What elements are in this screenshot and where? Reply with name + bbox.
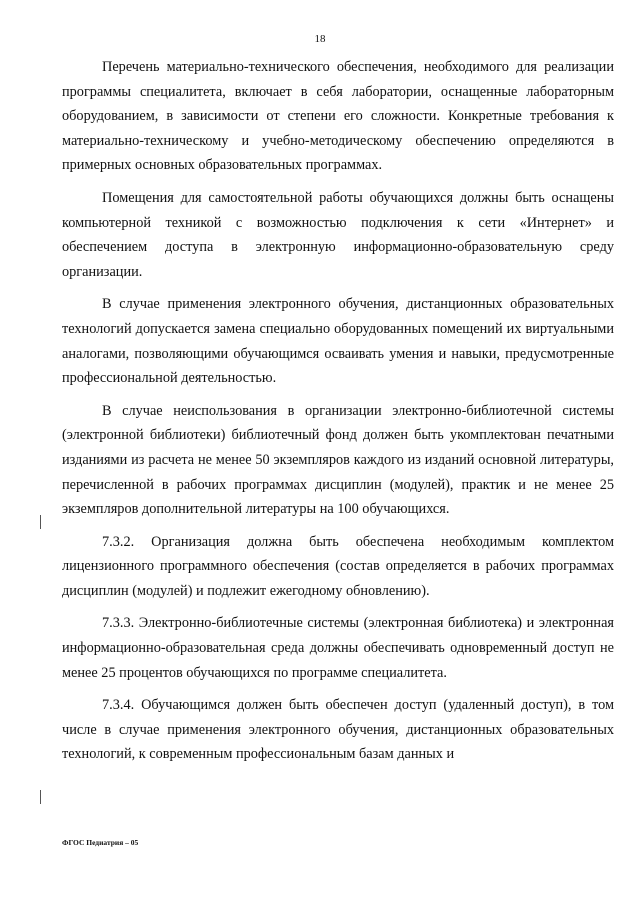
scan-margin-mark <box>40 515 41 529</box>
document-footer: ФГОС Педиатрия – 05 <box>62 838 139 847</box>
paragraph-7-3-4: 7.3.4. Обучающимся должен быть обеспечен доступ (удаленный доступ), в том числе в случае применения электронного обучения, дистанционных образовательных технологий, к современным профессиональным базам данных и <box>62 697 614 763</box>
paragraph-e-learning: В случае применения электронного обучения, дистанционных образовательных технологий допускается замена специально оборудованных помещений их виртуальными аналогами, позволяющими обучающимся осваивать умения и навыки, предусмотренные профессиональной деятельностью. <box>62 296 614 387</box>
scan-margin-mark <box>40 790 41 804</box>
paragraph-7-3-3: 7.3.3. Электронно-библиотечные системы (электронная библиотека) и электронная информационно-образовательная среда должны обеспечивать одновременный доступ не менее 25 процентов обучающихся по программе специалитета. <box>62 615 614 681</box>
paragraph-library-fund: В случае неиспользования в организации электронно-библиотечной системы (электронной библиотеки) библиотечный фонд должен быть укомплектован печатными изданиями из расчета не менее 50 экземпляров каждого из изданий основной литературы, перечисленной в рабочих программах дисциплин (модулей), практик и не менее 25 экземпляров дополнительной литературы на 100 обучающихся. <box>62 402 614 518</box>
paragraph-self-study-rooms: Помещения для самостоятельной работы обучающихся должны быть оснащены компьютерной техникой с возможностью подключения к сети «Интернет» и обеспечением доступа в электронную информационно-образовательную среду организации. <box>62 189 614 280</box>
page-number: 18 <box>314 33 326 45</box>
paragraph-equipment-list: Перечень материально-технического обеспечения, необходимого для реализации программы специалитета, включает в себя лаборатории, оснащенные лабораторным оборудованием, в зависимости от степени его сложности. Конкретные требования к материально-техническому и учебно-методическому обеспечению определяются в примерных основных образовательных программах. <box>62 59 614 174</box>
document-body <box>62 55 614 775</box>
paragraph-7-3-2: 7.3.2. Организация должна быть обеспечена необходимым комплектом лицензионного программного обеспечения (состав определяется в рабочих программах дисциплин (модулей) и подлежит ежегодному обновлению). <box>62 533 614 599</box>
